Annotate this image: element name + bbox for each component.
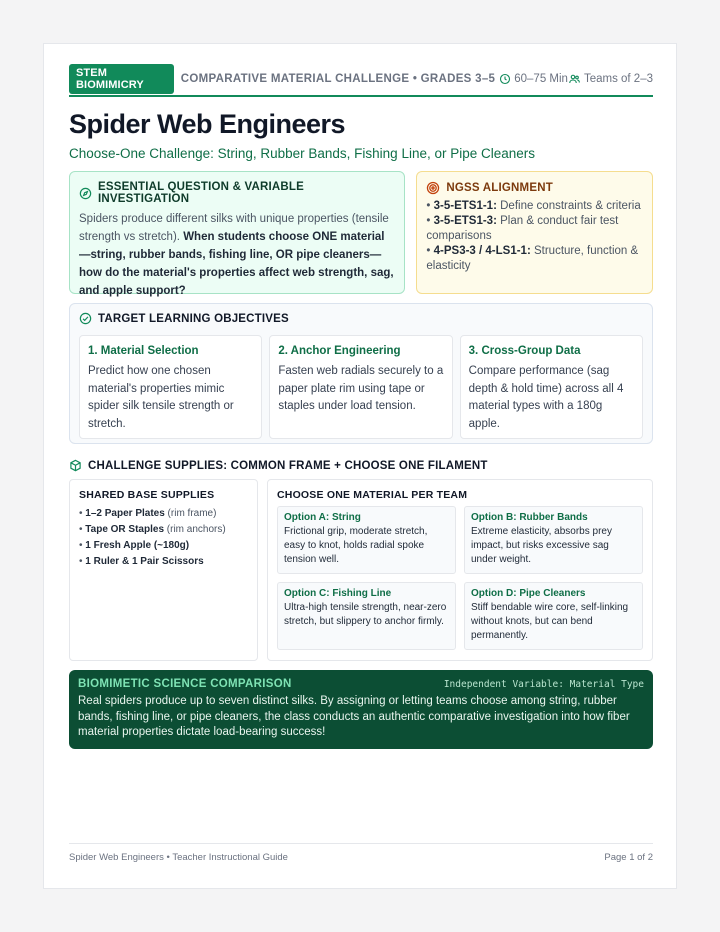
ngss-code: 3-5-ETS1-1: — [433, 200, 497, 212]
ngss-title — [426, 181, 643, 195]
science-title: BIOMIMETIC SCIENCE COMPARISON — [78, 678, 292, 690]
ngss-list — [426, 199, 643, 274]
clock-icon — [499, 73, 511, 85]
users-icon — [568, 73, 581, 85]
supply-name: Tape OR Staples — [85, 524, 165, 535]
challenge-kicker: COMPARATIVE MATERIAL CHALLENGE • GRADES 3–5 — [180, 72, 496, 85]
list-item: • 1–2 Paper Plates (rim frame) — [79, 508, 217, 519]
material-option-b — [464, 506, 643, 574]
objective-card — [269, 335, 452, 439]
page-subtitle: Choose-One Challenge: String, Rubber Bands, Fishing Line, or Pipe Cleaners — [69, 146, 536, 161]
ngss-code: 4-PS3-3 / 4-LS1-1: — [433, 245, 531, 257]
ngss-code: 3-5-ETS1-3: — [433, 215, 497, 227]
supply-name: 1–2 Paper Plates — [85, 508, 165, 519]
essential-question-plain: Spiders produce different silks with unique properties (tensile strength vs stretch). — [79, 213, 389, 243]
objective-heading: 2. Anchor Engineering — [278, 345, 401, 357]
ngss-item: • 3-5-ETS1-1: Define constraints & criteria — [426, 200, 641, 212]
shared-supplies-list — [79, 506, 248, 570]
objective-text: Predict how one chosen material's properties mimic spider silk tensile strength or stretch. — [88, 365, 234, 430]
objective-text: Fasten web radials securely to a paper plate rim using tape or staples under load tension. — [278, 365, 444, 412]
supply-name: 1 Ruler & 1 Pair Scissors — [85, 556, 204, 567]
objective-card — [79, 335, 262, 439]
list-item: • 1 Ruler & 1 Pair Scissors — [79, 556, 204, 567]
page-number: Page 1 of 2 — [604, 852, 653, 863]
option-text: Frictional grip, moderate stretch, easy to knot, holds radial spoke tension well. — [284, 526, 428, 565]
choose-material-title: CHOOSE ONE MATERIAL PER TEAM — [277, 489, 468, 501]
objective-card — [460, 335, 643, 439]
option-heading: Option B: Rubber Bands — [471, 512, 588, 523]
supply-name: 1 Fresh Apple (~180g) — [85, 540, 190, 551]
check-circle-icon — [79, 312, 92, 325]
page-footer — [69, 843, 653, 863]
box-icon — [69, 459, 82, 472]
target-icon — [426, 181, 440, 195]
duration-text: 60–75 Min — [514, 72, 568, 85]
ngss-item: • 4-PS3-3 / 4-LS1-1: Structure, function & elasticity — [426, 245, 639, 272]
objective-heading: 3. Cross-Group Data — [468, 345, 581, 357]
supplies-title — [69, 459, 653, 472]
ngss-text: Define constraints & criteria — [496, 200, 641, 212]
material-option-a — [277, 506, 456, 574]
option-text: Extreme elasticity, absorbs prey impact, but risks excessive sag under weight. — [471, 526, 612, 565]
option-text: Stiff bendable wire core, self-linking without knots, but can bend permanently. — [471, 602, 629, 641]
compass-icon — [79, 187, 92, 200]
category-badge: STEM BIOMIMICRY — [69, 64, 174, 94]
essential-question-title-text: ESSENTIAL QUESTION & VARIABLE INVESTIGATION — [98, 181, 305, 205]
option-heading: Option D: Pipe Cleaners — [471, 588, 586, 599]
header-rule — [69, 95, 653, 97]
supplies-title-text: CHALLENGE SUPPLIES: COMMON FRAME + CHOOSE ONE FILAMENT — [88, 459, 488, 472]
essential-question-body — [79, 210, 395, 300]
objectives-title-text: TARGET LEARNING OBJECTIVES — [98, 312, 289, 325]
objective-text: Compare performance (sag depth & hold time) across all 4 material types with a 180g apple. — [468, 365, 624, 430]
option-text: Ultra-high tensile strength, near-zero stretch, but slippery to anchor firmly. — [284, 602, 447, 627]
shared-supplies-title: SHARED BASE SUPPLIES — [79, 489, 215, 501]
list-item: • 1 Fresh Apple (~180g) — [79, 540, 190, 551]
footer-guide-title: Spider Web Engineers • Teacher Instructional Guide — [69, 852, 288, 863]
ngss-text: Structure, function & elasticity — [426, 245, 639, 272]
option-heading: Option A: String — [284, 512, 361, 523]
essential-question-bold: When students choose ONE material—string, rubber bands, fishing line, OR pipe cleaners—how do the material's properties affect web strength, sag, and apple support? — [79, 231, 394, 297]
list-item: • Tape OR Staples (rim anchors) — [79, 524, 226, 535]
ngss-text: Plan & conduct fair test comparisons — [426, 215, 619, 242]
ngss-card — [416, 171, 653, 294]
duration-meta — [499, 73, 568, 85]
supply-note: (rim anchors) — [164, 524, 226, 535]
worksheet-page — [43, 43, 677, 889]
header-bar — [69, 66, 653, 91]
supply-note: (rim frame) — [164, 508, 217, 519]
ngss-item: • 3-5-ETS1-3: Plan & conduct fair test comparisons — [426, 215, 619, 242]
objectives-section — [69, 303, 653, 444]
science-comparison-banner — [69, 670, 653, 749]
material-option-c — [277, 582, 456, 650]
objectives-title — [79, 312, 643, 325]
teams-meta — [568, 73, 653, 85]
essential-question-card — [69, 171, 405, 297]
page-title: Spider Web Engineers — [69, 109, 346, 139]
essential-question-title — [79, 181, 395, 205]
science-body: Real spiders produce up to seven distinct silks. By assigning or letting teams choose among string, rubber bands, fishing line, or pipe cleaners, the class conducts an authentic comparative investigation into how fiber material properties dictate load-bearing success! — [78, 695, 630, 738]
material-option-d — [464, 582, 643, 650]
shared-supplies-card — [69, 479, 258, 661]
teams-text: Teams of 2–3 — [583, 72, 653, 85]
ngss-title-text: NGSS ALIGNMENT — [446, 182, 553, 194]
choose-material-card — [267, 479, 653, 661]
independent-variable: Independent Variable: Material Type — [443, 678, 644, 690]
option-heading: Option C: Fishing Line — [284, 588, 392, 599]
objective-heading: 1. Material Selection — [88, 345, 199, 357]
